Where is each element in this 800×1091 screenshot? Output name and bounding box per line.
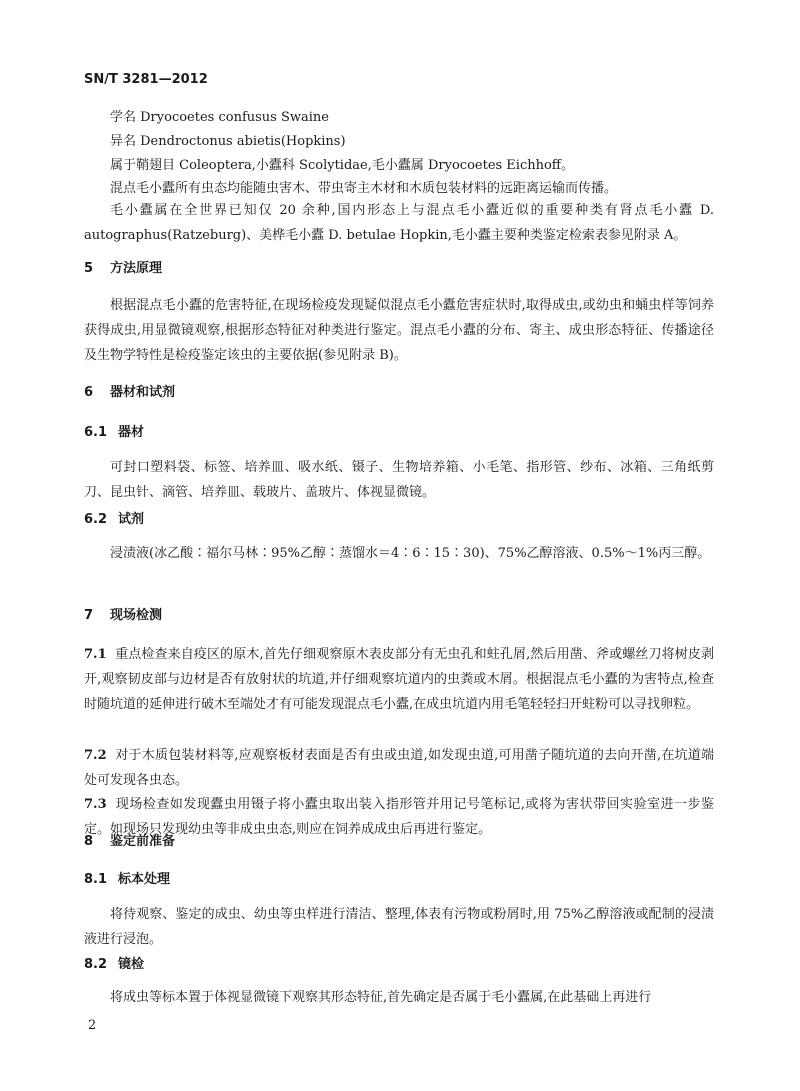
section-number: 7	[84, 608, 94, 623]
paragraph-7-1	[84, 642, 714, 717]
section-title: 鉴定前准备	[110, 834, 176, 849]
section-title: 方法原理	[110, 261, 163, 276]
subsection-title: 标本处理	[118, 872, 171, 887]
genus-paragraph: 毛小蠹属在全世界已知仅 20 余种,国内形态上与混点毛小蠹近似的重要种类有肾点毛小蠹 D. autographus(Ratzeburg)、美桦毛小蠹 D. betulae Hopkin,毛小蠹主要种类鉴定检索表参见附录 A。	[84, 203, 714, 243]
subsection-8-1-heading	[84, 870, 714, 890]
subsection-number: 8.2	[84, 957, 108, 972]
section-title: 现场检测	[110, 608, 163, 623]
section-number: 5	[84, 261, 94, 276]
taxonomy-line: 属于鞘翅目 Coleoptera,小蠹科 Scolytidae,毛小蠹属 Dryocoetes Eichhoff。	[110, 158, 575, 173]
section-number: 6	[84, 385, 94, 400]
subsection-title: 试剂	[118, 512, 145, 527]
synonym-line: 异名 Dendroctonus abietis(Hopkins)	[110, 134, 346, 149]
subsection-6-2-paragraph: 浸渍液(冰乙酸∶福尔马林∶95%乙醇∶蒸馏水＝4∶6∶15∶30)、75%乙醇溶液、0.5%～1%丙三醇。	[110, 546, 711, 561]
section-8-heading	[84, 832, 714, 852]
subsection-6-1-paragraph: 可封口塑料袋、标签、培养皿、吸水纸、镊子、生物培养箱、小毛笔、指形管、纱布、冰箱、三角纸剪刀、昆虫针、滴管、培养皿、载玻片、盖玻片、体视显微镜。	[84, 460, 714, 500]
paragraph-7-2	[84, 743, 714, 793]
paragraph-text: 重点检查来自疫区的原木,首先仔细观察原木表皮部分有无虫孔和蛀孔屑,然后用凿、斧或螺丝刀将树皮剥开,观察韧皮部与边材是否有放射状的坑道,并仔细观察坑道内的虫粪或木屑。根据混点毛小蠹的为害特点,检查时随坑道的延伸进行破木至端处才有可能发现混点毛小蠹,在成虫坑道内用毛笔轻轻扫开蛀粉可以寻找卵粒。	[84, 647, 715, 712]
section-6-heading	[84, 383, 714, 403]
paragraph-text: 现场检查如发现蠹虫用镊子将小蠹虫取出装入指形管并用记号笔标记,或将为害状带回实验室进一步鉴定。如现场只发现幼虫等非成虫虫态,则应在饲养成成虫后再进行鉴定。	[84, 797, 714, 837]
subsection-number: 6.2	[84, 512, 108, 527]
section-number: 8	[84, 834, 94, 849]
section-5-paragraph: 根据混点毛小蠹的危害特征,在现场检疫发现疑似混点毛小蠹危害症状时,取得成虫,或幼虫和蛹虫样等饲养获得成虫,用显微镜观察,根据形态特征对种类进行鉴定。混点毛小蠹的分布、寄主、成虫形态特征、传播途径及生物学特性是检疫鉴定该虫的主要依据(参见附录 B)。	[84, 298, 714, 363]
subsection-6-2-heading	[84, 510, 714, 530]
subsection-title: 镜检	[118, 957, 145, 972]
subsection-8-1-paragraph: 将待观察、鉴定的成虫、幼虫等虫样进行清洁、整理,体表有污物或粉屑时,用 75%乙醇溶液或配制的浸渍液进行浸泡。	[84, 907, 714, 947]
subsection-6-1-heading	[84, 423, 714, 443]
section-title: 器材和试剂	[110, 385, 176, 400]
scientific-name-line: 学名 Dryocoetes confusus Swaine	[110, 110, 329, 125]
subsection-number: 8.1	[84, 872, 108, 887]
standard-code: SN/T 3281—2012	[84, 72, 208, 87]
subsection-8-2-heading	[84, 955, 714, 975]
subsection-title: 器材	[118, 425, 145, 440]
paragraph-number: 7.3	[84, 797, 107, 812]
page-number: 2	[88, 1018, 97, 1033]
paragraph-number: 7.1	[84, 647, 107, 662]
section-5-heading	[84, 259, 714, 279]
paragraph-text: 对于木质包装材料等,应观察板材表面是否有虫或虫道,如发现虫道,可用凿子随坑道的去向开凿,在坑道端处可发现各虫态。	[84, 748, 715, 788]
subsection-8-2-paragraph: 将成虫等标本置于体视显微镜下观察其形态特征,首先确定是否属于毛小蠹属,在此基础上再进行	[110, 990, 652, 1005]
paragraph-number: 7.2	[84, 748, 107, 763]
spread-line: 混点毛小蠹所有虫态均能随虫害木、带虫寄主木材和木质包装材料的远距离运输而传播。	[110, 181, 618, 196]
subsection-number: 6.1	[84, 425, 108, 440]
section-7-heading	[84, 606, 714, 626]
